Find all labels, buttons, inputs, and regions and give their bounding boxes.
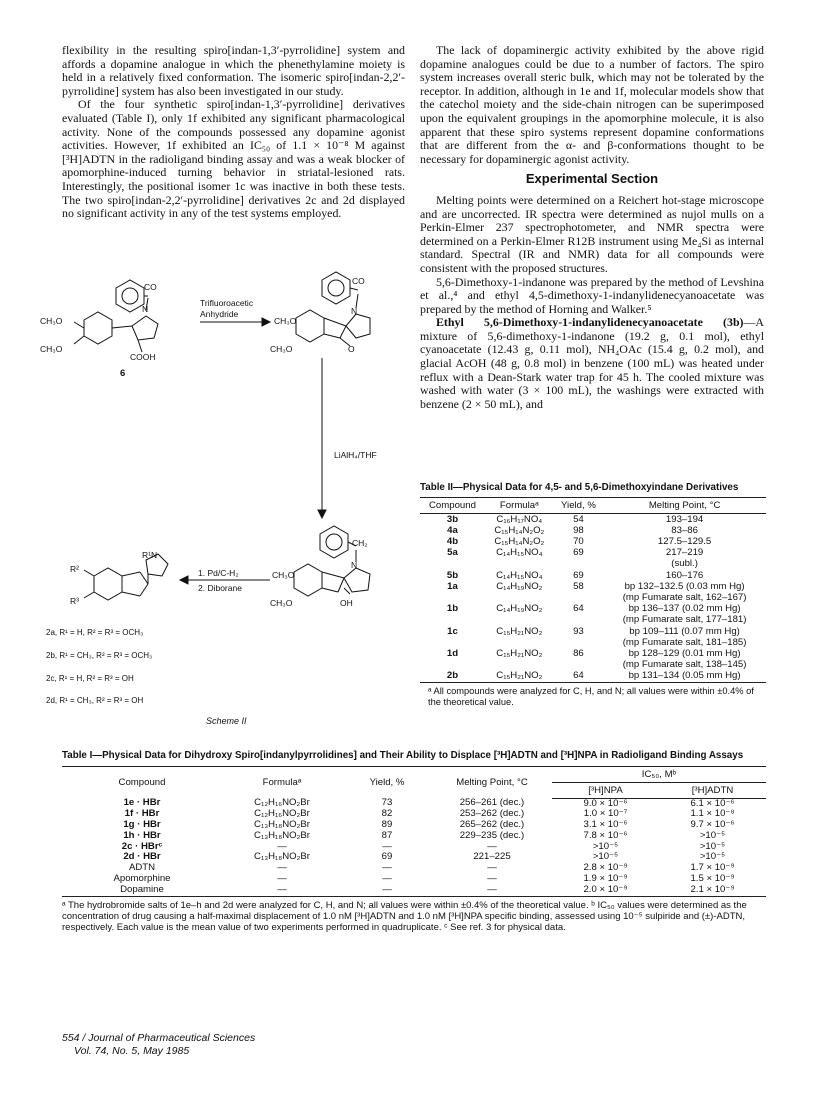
table-cell: >10⁻⁵ (592, 840, 619, 852)
right-column-text (420, 44, 764, 411)
table-ii (420, 482, 766, 708)
table-cell: 82 (381, 808, 393, 820)
table-ii-header-compound: Compound (420, 497, 485, 513)
table-cell: 127.5–129.5 (657, 535, 712, 547)
label-ch3o-1b: CH₃O (40, 344, 63, 354)
table-row (420, 581, 766, 592)
table-cell: 217–219 (665, 547, 704, 559)
bond (338, 578, 344, 592)
table-cell: 2.1 × 10⁻⁹ (690, 883, 735, 895)
table-cell: — (487, 840, 497, 852)
table-row (420, 525, 766, 536)
table-cell: >10⁻⁵ (699, 840, 726, 852)
table-row (420, 558, 766, 569)
benzo-ring-4 (94, 568, 122, 600)
bond (344, 588, 350, 594)
table-cell: — (487, 883, 497, 895)
table-cell (420, 592, 485, 603)
bond (122, 572, 140, 576)
table-row (420, 570, 766, 581)
bond (324, 318, 346, 326)
phenyl-aromatic-3 (326, 534, 342, 550)
table-cell (485, 592, 554, 603)
table-cell (420, 558, 485, 569)
bond (324, 334, 340, 338)
table-cell (554, 659, 604, 670)
table-cell: 70 (573, 535, 584, 547)
reagent-3a: 1. Pd/C-H₂ (198, 568, 239, 578)
table-cell: C₁₅H₂₁NO₂ (496, 647, 543, 659)
arrowhead (262, 318, 270, 326)
label-n-2: N (351, 306, 358, 316)
table-cell: C₁₃H₁₈NO₂Br (254, 829, 310, 841)
table-cell: C₁₅H₂₁NO₂ (496, 625, 543, 637)
table-ii-caption: Table II—Physical Data for 4,5- and 5,6-Dimethoxyindane Derivatives (420, 482, 739, 493)
table-row (62, 885, 766, 896)
table-cell: 1b (446, 603, 459, 615)
table-cell: 4b (446, 535, 459, 547)
table-cell: C₁₄H₁₅NO₄ (496, 547, 543, 559)
table-cell: 1.5 × 10⁻⁹ (690, 873, 735, 885)
table-cell: 4a (447, 524, 458, 536)
table-cell: 3b (446, 513, 459, 525)
legend-2b: 2b, R¹ = CH₃, R² = R³ = OCH₃ (46, 651, 153, 660)
table-cell: 58 (573, 580, 584, 592)
table-row (420, 513, 766, 525)
table-cell: C₁₅H₁₄N₂O₂ (494, 524, 545, 536)
phenyl-aromatic-1 (122, 288, 138, 304)
left-paragraph-1: flexibility in the resulting spiro[indan-1,3′-pyrrolidine] system and affords a dopamine analogue in which the phenethylamine moiety is held in a relatively fixed conformation. The isomeric spiro[indan-2,2′-pyrrolidine] system has also been investigated in our study. (62, 43, 405, 98)
table-cell: 160–176 (665, 569, 704, 581)
label-oh: OH (340, 598, 353, 608)
table-i (62, 750, 766, 933)
arrowhead (318, 510, 326, 518)
table-row (420, 536, 766, 547)
table-cell: — (382, 873, 392, 885)
label-o: O (348, 344, 355, 354)
table-cell: 256–261 (dec.) (459, 797, 525, 809)
left-paragraph-2: Of the four synthetic spiro[indan-1,3′-pyrrolidine] derivatives evaluated (Table I), only 1f exhibited any significant pharmacological activity. None of the compounds possessed any dopamine agonist activities. However, 1f exhibited an IC₅₀ of 1.1 × 10⁻⁸ M against [³H]ADTN in the radioligand binding assay and was a weak blocker of apomorphine-induced turning behavior in striatal-lesioned rats. Interestingly, the positional isomer 1c was inactive in both these tests. The two spiro[indan-2,2′-pyrrolidine] derivatives 2c and 2d displayed no significant activity in any of the test systems employed. (62, 97, 405, 221)
table-cell: >10⁻⁵ (699, 851, 726, 863)
table-row (62, 809, 766, 820)
table-cell: 265–262 (dec.) (459, 819, 525, 831)
table-cell: 193–194 (665, 513, 704, 525)
table-cell: C₁₂H₁₆NO₂Br (254, 797, 310, 809)
table-row (420, 637, 766, 648)
compound-6-label: 6 (120, 368, 126, 379)
table-cell: C₁₃H₁₈NO₂Br (254, 819, 310, 831)
table-cell: ADTN (128, 862, 156, 874)
table-cell: 2c · HBrᶜ (121, 840, 163, 852)
label-r1n: R¹N (142, 550, 158, 560)
scheme-ii (40, 258, 410, 728)
table-cell: 89 (381, 819, 393, 831)
table-cell: 69 (381, 851, 393, 863)
procedure-body: —A mixture of 5,6-dimethoxy-1-indanone (19.2 g, 0.1 mol), ethyl cyanoacetate (12.43 g, 0.11 mol), NH₄OAc (15.4 g, 0.2 mol), and glacial AcOH (48 g, 0.8 mol) in benzene (100 mL) was heated under reflux with a Dean-Stark water trap for 45 h. The cooled mixture was washed with water (3 × 100 mL), the washings were extracted with benzene (2 × 50 mL), and (420, 315, 764, 411)
phenyl-ring-2 (322, 272, 350, 304)
legend-2a: 2a, R¹ = H, R² = R³ = OCH₃ (46, 628, 144, 637)
reagent-3b: 2. Diborane (198, 583, 242, 593)
label-ch2: CH₂ (352, 538, 368, 548)
right-paragraph-3: 5,6-Dimethoxy-1-indanone was prepared by the method of Levshina et al.,⁴ and ethyl 4,5-dimethoxy-1-indanylidenecyanoacetate was prepared by the method of Horning and Walker.⁵ (420, 274, 764, 316)
table-cell: bp 132–132.5 (0.03 mm Hg) (624, 580, 745, 592)
table-cell (554, 558, 604, 569)
label-ch3o-3a: CH₃O (272, 570, 295, 580)
bond (340, 326, 346, 338)
table-row (62, 820, 766, 831)
table-ii-body (420, 513, 766, 682)
table-i-header-yield: Yield, % (369, 776, 405, 788)
table-cell (485, 637, 554, 648)
bond (140, 584, 148, 596)
table-cell: >10⁻⁵ (699, 829, 726, 841)
table-cell: — (277, 862, 287, 874)
pyrrolidine-ring-1 (132, 316, 158, 340)
table-cell: 73 (381, 797, 393, 809)
table-cell: 69 (573, 569, 584, 581)
table-cell: C₁₂H₁₆NO₂Br (254, 808, 310, 820)
table-cell: 69 (573, 547, 584, 559)
table-i-subheader-adtn: [³H]ADTN (659, 782, 766, 798)
table-cell: C₁₅H₂₁NO₂ (496, 670, 543, 682)
section-heading: Experimental Section (525, 171, 659, 187)
pyrrolidine-ring-3 (344, 568, 370, 592)
table-i-footnote: ᵃ The hydrobromide salts of 1e–h and 2d were analyzed for C, H, and N; all values were within ±0.4% of the theoretical value. ᵇ IC₅₀ values were determined as the concentration of drug causing a half-maximal displacement of 1.0 nM [³H]ADTN and 1.0 nM [³H]NPA specific binding, assessed using 10⁻⁵ sulpiride and (±)-ADTN, respectively. Each value is the mean value of two experiments performed in quadruplicate. ᶜ See ref. 3 for physical data. (62, 899, 747, 933)
table-row (420, 547, 766, 558)
bond (140, 572, 148, 584)
table-cell: 1f · HBr (124, 808, 160, 820)
table-cell: Apomorphine (113, 873, 171, 885)
table-row (62, 798, 766, 809)
table-cell: 1c (447, 625, 458, 637)
table-cell (420, 614, 485, 625)
table-cell: 1a (447, 580, 458, 592)
table-ii-header-yield: Yield, % (554, 497, 604, 513)
table-cell: 54 (573, 513, 584, 525)
table-cell: C₁₄H₁₅NO₄ (496, 569, 543, 581)
reagent-2: LiAlH₄/THF (334, 450, 377, 460)
benzo-ring-2 (296, 310, 324, 342)
table-row (420, 659, 766, 670)
table-cell: 2.8 × 10⁻⁹ (583, 862, 628, 874)
label-ch3o-1a: CH₃O (40, 316, 63, 326)
table-cell: 87 (381, 829, 393, 841)
table-cell: bp 131–134 (0.05 mm Hg) (628, 670, 741, 682)
bond (74, 322, 84, 328)
table-i-grid (62, 766, 766, 897)
table-cell: 229–235 (dec.) (459, 829, 525, 841)
table-ii-header-mp: Melting Point, °C (603, 497, 766, 513)
table-cell: 93 (573, 625, 584, 637)
table-cell (420, 659, 485, 670)
table-cell: 6.1 × 10⁻⁶ (690, 797, 735, 809)
reagent-1a: Trifluoroacetic (200, 298, 254, 308)
legend-2d: 2d, R¹ = CH₃, R² = R³ = OH (46, 696, 144, 705)
table-cell: 1h · HBr (123, 829, 161, 841)
table-cell (554, 637, 604, 648)
bond (350, 288, 358, 290)
right-paragraph-4 (420, 316, 764, 411)
table-cell (554, 614, 604, 625)
table-row (420, 614, 766, 625)
label-ch3o-3b: CH₃O (270, 598, 293, 608)
table-cell: bp 136–137 (0.02 mm Hg) (628, 603, 741, 615)
table-i-header-compound: Compound (118, 776, 166, 788)
table-cell: C₁₄H₁₉NO₂ (496, 603, 543, 615)
table-i-body (62, 798, 766, 896)
bond (122, 592, 140, 596)
table-cell: 9.7 × 10⁻⁶ (690, 819, 735, 831)
table-cell: 98 (573, 524, 584, 536)
table-row (420, 648, 766, 659)
bond (138, 340, 142, 352)
table-cell: — (487, 862, 497, 874)
table-cell: 2d · HBr (123, 851, 161, 863)
bond (84, 570, 94, 576)
right-paragraph-1: The lack of dopaminergic activity exhibited by the above rigid dopamine analogues could be due to a number of factors. The spiro system increases overall steric bulk, which may not be tolerated by the receptor. In addition, although in 1e and 1f, molecular models show that the catechol moiety and the side-chain nitrogen can be superimposed upon the equivalent groupings in the apomorphine molecule, it is also apparent that these spiro systems represent dopamine conformations that are different from the α- and β-conformations thought to be necessary for dopaminergic agonist activity. (420, 43, 764, 166)
label-n-3: N (351, 560, 358, 570)
table-cell: 9.0 × 10⁻⁶ (583, 797, 628, 809)
phenyl-ring-3 (320, 526, 348, 558)
table-row (62, 874, 766, 885)
table-cell: 1.0 × 10⁻⁷ (583, 808, 628, 820)
label-r2: R² (70, 564, 79, 574)
table-cell: 2b (446, 670, 459, 682)
table-cell: — (487, 873, 497, 885)
phenyl-ring-1 (116, 280, 144, 312)
legend-2c: 2c, R¹ = H, R² = R³ = OH (46, 674, 134, 683)
table-i-subheader-npa: [³H]NPA (552, 782, 659, 798)
table-cell: 7.8 × 10⁻⁶ (583, 829, 628, 841)
bond (322, 588, 338, 592)
right-paragraph-2: Melting points were determined on a Reichert hot-stage microscope and are uncorrected. IR spectra were determined as nujol mulls on a Perkin-Elmer 237 spectrophotometer, and NMR spectra were determined on a Perkin-Elmer R12B instrument using Me₄Si as internal standard. Spectral (IR and NMR) data for all compounds were consistent with the proposed structures. (420, 192, 764, 275)
table-cell: 64 (573, 603, 584, 615)
arrowhead (180, 576, 188, 584)
table-i-caption: Table I—Physical Data for Dihydroxy Spiro[indanylpyrrolidines] and Their Ability to Displace [³H]ADTN and [³H]NPA in Radioligand Binding Assays (62, 750, 744, 761)
table-row (420, 592, 766, 603)
table-row (420, 626, 766, 637)
table-cell: 83–86 (671, 524, 698, 536)
procedure-title: Ethyl 5,6-Dimethoxy-1-indanylidenecyanoacetate (3b) (436, 315, 744, 330)
table-cell: >10⁻⁵ (592, 851, 619, 863)
journal-footer (62, 1032, 255, 1057)
table-cell (485, 614, 554, 625)
table-cell: C₁₅H₁₄N₂O₂ (494, 535, 545, 547)
table-cell: 2.0 × 10⁻⁹ (583, 883, 628, 895)
bond (74, 336, 84, 344)
label-ch3o-2a: CH₃O (274, 316, 297, 326)
table-row (62, 852, 766, 863)
table-cell: (mp Fumarate salt, 177–181) (622, 614, 747, 626)
table-cell: — (277, 840, 287, 852)
label-co-2: CO (352, 276, 365, 286)
table-cell (485, 558, 554, 569)
table-row (420, 670, 766, 682)
reagent-1b: Anhydride (200, 309, 239, 319)
table-cell: C₁₆H₁₇NO₄ (496, 513, 543, 525)
benzo-ring-3 (294, 564, 322, 596)
table-cell: 221–225 (473, 851, 511, 863)
table-cell: 1.1 × 10⁻⁸ (690, 808, 735, 820)
table-cell: 1.7 × 10⁻⁹ (690, 862, 735, 874)
table-cell: 1e · HBr (123, 797, 161, 809)
table-cell: 1.9 × 10⁻⁹ (583, 873, 628, 885)
table-cell: 1d (446, 647, 459, 659)
table-cell: C₁₃H₁₈NO₂Br (254, 851, 310, 863)
table-i-header-formula: Formulaᵃ (262, 776, 302, 788)
table-i-header-mp: Melting Point, °C (456, 776, 528, 788)
table-cell: bp 109–111 (0.07 mm Hg) (629, 625, 740, 637)
table-cell: (subl.) (671, 558, 698, 570)
table-row (62, 842, 766, 853)
journal-line-2: Vol. 74, No. 5, May 1985 (74, 1044, 190, 1057)
label-r3: R³ (70, 596, 79, 606)
table-cell: 253–262 (dec.) (459, 808, 525, 820)
table-cell: 5a (447, 547, 458, 559)
table-cell: — (277, 873, 287, 885)
scheme-caption: Scheme II (206, 716, 247, 726)
table-cell: — (382, 883, 392, 895)
table-cell: (mp Fumarate salt, 138–145) (622, 659, 747, 671)
label-co-1: CO (144, 282, 157, 292)
table-cell: (mp Fumarate salt, 181–185) (622, 636, 747, 648)
table-cell (485, 659, 554, 670)
table-cell: 5b (446, 569, 459, 581)
table-cell: C₁₄H₁₉NO₂ (496, 580, 543, 592)
table-row (62, 831, 766, 842)
table-cell: 86 (573, 647, 584, 659)
bond (322, 572, 344, 578)
table-ii-grid (420, 497, 766, 683)
table-cell: Dopamine (120, 883, 164, 895)
table-cell: (mp Fumarate salt, 162–167) (622, 591, 747, 603)
benzo-ring-1 (84, 312, 112, 344)
table-cell: — (382, 862, 392, 874)
journal-line-1: 554 / Journal of Pharmaceutical Sciences (62, 1032, 256, 1044)
table-i-header-ic50: IC₅₀, Mᵇ (552, 766, 766, 782)
label-cooh: COOH (130, 352, 156, 362)
table-row (420, 603, 766, 614)
table-cell: 3.1 × 10⁻⁶ (583, 819, 628, 831)
pyrrolidine-ring-2 (346, 314, 370, 338)
table-cell: 1g · HBr (123, 819, 161, 831)
bond (112, 326, 132, 328)
table-ii-footnote: ᵃ All compounds were analyzed for C, H, and N; all values were within ±0.4% of the theoretical value. (428, 685, 754, 707)
phenyl-aromatic-2 (328, 280, 344, 296)
table-ii-header-formula: Formulaᵃ (485, 497, 554, 513)
left-column-text (62, 44, 405, 221)
label-n-1: N (142, 304, 149, 314)
table-cell: 64 (573, 670, 584, 682)
table-cell: — (382, 840, 392, 852)
bond (84, 592, 94, 598)
label-ch3o-2b: CH₃O (270, 344, 293, 354)
table-cell (420, 637, 485, 648)
table-cell: — (277, 883, 287, 895)
table-cell (554, 592, 604, 603)
table-cell: bp 128–129 (0.01 mm Hg) (628, 647, 741, 659)
